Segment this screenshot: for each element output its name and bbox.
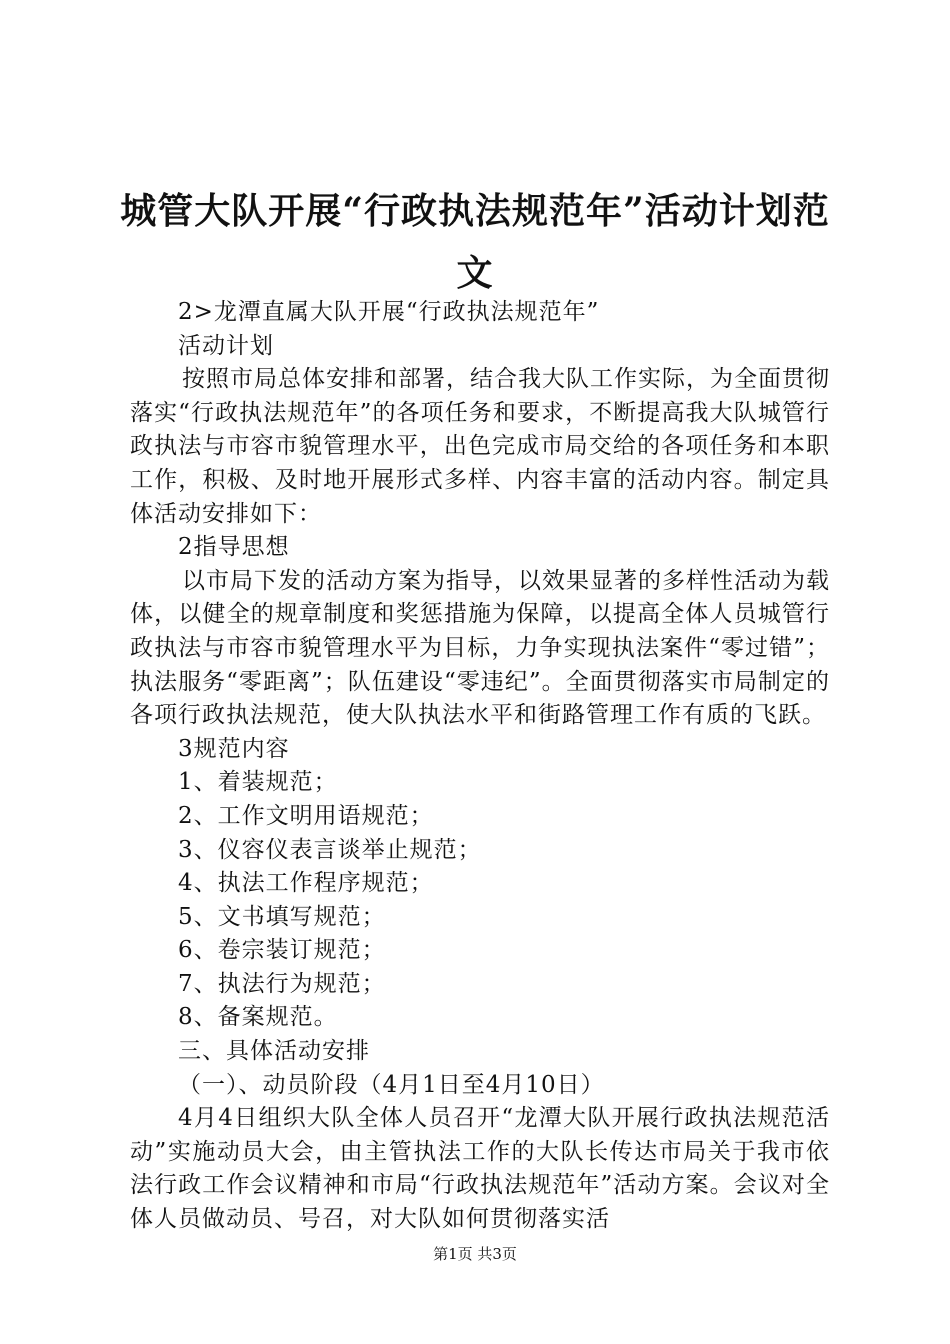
guiding-thought-paragraph: 以市局下发的活动方案为指导，以效果显著的多样性活动为载体，以健全的规章制度和奖惩措施为保障，以提高全体人员城管行政执法与市容市貌管理水平为目标，力争实现执法案件“零过错”；执法服务“零距离”；队伍建设“零违纪”。全面贯彻落实市局制定的各项行政执法规范，使大队执法水平和街路管理工作有质的飞跃。 <box>130 567 830 729</box>
norms-list <box>130 766 830 1035</box>
list-item: 4、执法工作程序规范； <box>178 870 434 897</box>
section-heading-norms: 3规范内容 <box>178 735 290 762</box>
list-item: 1、着装规范； <box>178 769 338 796</box>
document-title: 城管大队开展“行政执法规范年”活动计划范文 <box>120 190 830 294</box>
list-item: 8、备案规范。 <box>178 1004 338 1031</box>
subtitle-line-2: 活动计划 <box>178 332 274 359</box>
list-item: 3、仪容仪表言谈举止规范； <box>178 836 482 863</box>
subtitle-line-1: 2>龙潭直属大队开展“行政执法规范年” <box>178 299 600 325</box>
list-item: 2、工作文明用语规范； <box>178 802 434 829</box>
page-footer: 第1页 共3页 <box>433 1245 517 1263</box>
list-item: 6、卷宗装订规范； <box>178 937 386 964</box>
section-heading-activities: 三、具体活动安排 <box>178 1038 370 1065</box>
section-heading-guiding-thought: 2指导思想 <box>178 534 290 561</box>
list-item: 7、执法行为规范； <box>178 970 386 997</box>
list-item: 5、文书填写规范； <box>178 903 386 930</box>
phase-heading-mobilization: （一）、动员阶段（4月1日至4月10日） <box>178 1071 605 1098</box>
intro-paragraph: 按照市局总体安排和部署，结合我大队工作实际，为全面贯彻落实“行政执法规范年”的各项任务和要求，不断提高我大队城管行政执法与市容市貌管理水平，出色完成市局交给的各项任务和本职工作，积极、及时地开展形式多样、内容丰富的活动内容。制定具体活动安排如下： <box>130 366 830 527</box>
mobilization-paragraph: 4月4日组织大队全体人员召开“龙潭大队开展行政执法规范活动”实施动员大会，由主管执法工作的大队长传达市局关于我市依法行政工作会议精神和市局“行政执法规范年”活动方案。会议对全体人员做动员、号召，对大队如何贯彻落实活 <box>130 1105 830 1233</box>
document-body <box>130 296 830 1237</box>
